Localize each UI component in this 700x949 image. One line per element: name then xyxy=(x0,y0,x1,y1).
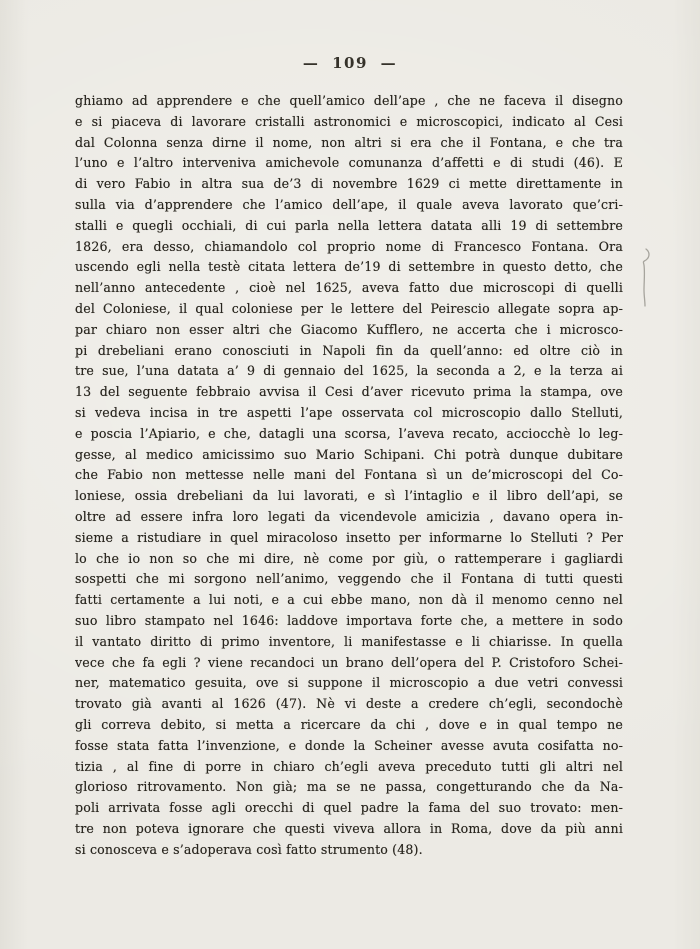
text-line: sulla via d’apprendere che l’amico dell’ape, il quale aveva lavorato que’cri- xyxy=(75,196,623,212)
text-line: glorioso ritrovamento. Non già; ma se ne passa, congetturando che da Na- xyxy=(75,779,623,795)
text-line: del Coloniese, il qual coloniese per le lettere del Peirescio allegate sopra ap- xyxy=(75,300,623,316)
text-line: loniese, ossia drebeliani da lui lavorati, e sì l’intaglio e il libro dell’api, se xyxy=(75,488,623,504)
text-line: si conosceva e s’adoperava così fatto strumento (48). xyxy=(75,841,423,857)
body-text-block xyxy=(75,91,623,860)
text-line: sospetti che mi sorgono nell’animo, veggendo che il Fontana di tutti questi xyxy=(75,571,623,587)
text-line: lo che io non so che mi dire, nè come por giù, o rattemperare i gagliardi xyxy=(75,550,623,566)
text-line: ner, matematico gesuita, ove si suppone il microscopio a due vetri convessi xyxy=(75,675,623,691)
text-line: gesse, al medico amicissimo suo Mario Schipani. Chi potrà dunque dubitare xyxy=(75,446,623,462)
text-line: il vantato diritto di primo inventore, li manifestasse e li chiarisse. In quella xyxy=(75,633,623,649)
text-line: par chiaro non esser altri che Giacomo Kufflero, ne accerta che i microsco- xyxy=(75,321,623,337)
text-line: si vedeva incisa in tre aspetti l’ape osservata col microscopio dallo Stelluti, xyxy=(75,404,623,420)
text-line: tizia , al fine di porre in chiaro ch’egli aveva preceduto tutti gli altri nel xyxy=(75,758,623,774)
text-line: gli correva debito, si metta a ricercare da chi , dove e in qual tempo ne xyxy=(75,716,623,732)
text-line: oltre ad essere infra loro legati da vicendevole amicizia , davano opera in- xyxy=(75,508,623,524)
text-line: fatti certamente a lui noti, e a cui ebbe mano, non dà il menomo cenno nel xyxy=(75,592,623,608)
text-line: 1826, era desso, chiamandolo col proprio nome di Francesco Fontana. Ora xyxy=(75,238,623,254)
text-line: trovato già avanti al 1626 (47). Nè vi deste a credere ch’egli, secondochè xyxy=(75,696,623,712)
page-header xyxy=(0,54,700,72)
text-line: tre sue, l’una datata a’ 9 di gennaio del 1625, la seconda a 2, e la terza ai xyxy=(75,363,623,379)
text-line: l’uno e l’altro interveniva amichevole comunanza d’affetti e di studi (46). E xyxy=(75,155,623,171)
text-line: stalli e quegli occhiali, di cui parla nella lettera datata alli 19 di settembre xyxy=(75,217,623,233)
text-line: e si piaceva di lavorare cristalli astronomici e microscopici, indicato al Cesi xyxy=(75,113,623,129)
text-line: sieme a ristudiare in quel miracoloso insetto per informarne lo Stelluti ? Per xyxy=(75,529,623,545)
page-number: — 109 — xyxy=(302,54,398,72)
text-line: 13 del seguente febbraio avvisa il Cesi d’aver ricevuto prima la stampa, ove xyxy=(75,384,623,400)
text-line: pi drebeliani erano conosciuti in Napoli fin da quell’anno: ed oltre ciò in xyxy=(75,342,623,358)
text-line: nell’anno antecedente , cioè nel 1625, aveva fatto due microscopi di quelli xyxy=(75,280,623,296)
text-line: che Fabio non mettesse nelle mani del Fontana sì un de’microscopi del Co- xyxy=(75,467,623,483)
text-line: uscendo egli nella testè citata lettera de’19 di settembre in questo detto, che xyxy=(75,259,623,275)
text-line: ghiamo ad apprendere e che quell’amico dell’ape , che ne faceva il disegno xyxy=(75,93,623,108)
text-line: tre non poteva ignorare che questi viveva allora in Roma, dove da più anni xyxy=(75,820,623,836)
text-line: e poscia l’Apiario, e che, datagli una scorsa, l’aveva recato, acciocchè lo leg- xyxy=(75,425,623,441)
text-line: fosse stata fatta l’invenzione, e donde la Scheiner avesse avuta cosifatta no- xyxy=(75,737,623,753)
text-line: dal Colonna senza dirne il nome, non altri si era che il Fontana, e che tra xyxy=(75,134,623,150)
margin-pen-mark xyxy=(636,246,662,310)
text-line: suo libro stampato nel 1646: laddove importava forte che, a mettere in sodo xyxy=(75,612,623,628)
text-line: poli arrivata fosse agli orecchi di quel padre la fama del suo trovato: men- xyxy=(75,800,623,816)
text-line: di vero Fabio in altra sua de’3 di novembre 1629 ci mette direttamente in xyxy=(75,176,623,192)
text-line: vece che fa egli ? viene recandoci un brano dell’opera del P. Cristoforo Schei- xyxy=(75,654,623,670)
